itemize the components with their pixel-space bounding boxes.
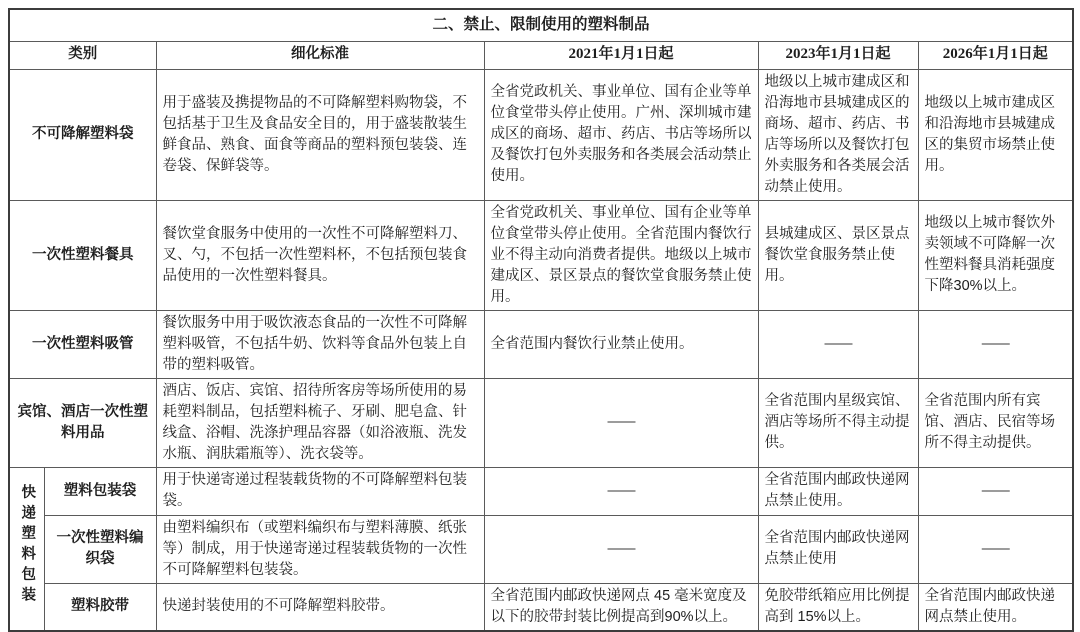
header-category: 类别 <box>9 41 156 69</box>
phase-2023-cell: 地级以上城市建成区和沿海地市县城建成区的商场、超市、药店、书店等场所以及餐饮打包外卖服务和各类展会活动禁止使用。 <box>758 69 918 200</box>
table-row <box>9 310 1073 378</box>
phase-2023-cell: 免胶带纸箱应用比例提高到 15%以上。 <box>758 583 918 631</box>
table-row <box>9 200 1073 310</box>
standard-cell: 用于快递寄递过程装载货物的不可降解塑料包装袋。 <box>156 467 484 515</box>
phase-2026-cell: 全省范围内所有宾馆、酒店、民宿等场所不得主动提供。 <box>918 378 1073 467</box>
phase-2021-cell: 全省范围内餐饮行业禁止使用。 <box>484 310 758 378</box>
group-label-express-packaging: 快递塑料包装 <box>9 467 44 631</box>
phase-2021-cell: 全省党政机关、事业单位、国有企业等单位食堂带头停止使用。广州、深圳城市建成区的商场、超市、药店、书店等场所以及餐饮打包外卖服务和各类展会活动禁止使用。 <box>484 69 758 200</box>
phase-2023-cell: —— <box>758 310 918 378</box>
category-cell: 宾馆、酒店一次性塑料用品 <box>9 378 156 467</box>
category-cell: 不可降解塑料袋 <box>9 69 156 200</box>
phase-2021-cell: 全省党政机关、事业单位、国有企业等单位食堂带头停止使用。全省范围内餐饮行业不得主动向消费者提供。地级以上城市建成区、景区景点的餐饮堂食服务禁止使用。 <box>484 200 758 310</box>
standard-cell: 餐饮堂食服务中使用的一次性不可降解塑料刀、叉、勺，不包括一次性塑料杯，不包括预包装食品使用的一次性塑料餐具。 <box>156 200 484 310</box>
category-cell: 一次性塑料餐具 <box>9 200 156 310</box>
standard-cell: 由塑料编织布（或塑料编织布与塑料薄膜、纸张等）制成，用于快递寄递过程装载货物的一次性不可降解塑料包装袋。 <box>156 515 484 583</box>
header-standard: 细化标准 <box>156 41 484 69</box>
category-cell: 一次性塑料吸管 <box>9 310 156 378</box>
table-row <box>9 378 1073 467</box>
table-title: 二、禁止、限制使用的塑料制品 <box>9 9 1073 41</box>
phase-2026-cell: 全省范围内邮政快递网点禁止使用。 <box>918 583 1073 631</box>
standard-cell: 酒店、饭店、宾馆、招待所客房等场所使用的易耗塑料制品，包括塑料梳子、牙刷、肥皂盒、针线盒、浴帽、洗涤护理品容器（如浴液瓶、洗发水瓶、润肤霜瓶等）、洗衣袋等。 <box>156 378 484 467</box>
table-row <box>9 515 1073 583</box>
phase-2021-cell: 全省范围内邮政快递网点 45 毫米宽度及以下的胶带封装比例提高到90%以上。 <box>484 583 758 631</box>
standard-cell: 用于盛装及携提物品的不可降解塑料购物袋，不包括基于卫生及食品安全目的，用于盛装散装生鲜食品、熟食、面食等商品的塑料预包装袋、连卷袋、保鲜袋等。 <box>156 69 484 200</box>
title-row <box>9 9 1073 41</box>
category-cell: 塑料胶带 <box>44 583 156 631</box>
plastic-restrictions-table <box>8 8 1074 632</box>
category-cell: 一次性塑料编织袋 <box>44 515 156 583</box>
phase-2023-cell: 县城建成区、景区景点餐饮堂食服务禁止使用。 <box>758 200 918 310</box>
phase-2026-cell: —— <box>918 467 1073 515</box>
phase-2021-cell: —— <box>484 378 758 467</box>
category-cell: 塑料包装袋 <box>44 467 156 515</box>
header-2023: 2023年1月1日起 <box>758 41 918 69</box>
phase-2026-cell: 地级以上城市建成区和沿海地市县城建成区的集贸市场禁止使用。 <box>918 69 1073 200</box>
phase-2026-cell: —— <box>918 310 1073 378</box>
phase-2021-cell: —— <box>484 467 758 515</box>
table-row <box>9 583 1073 631</box>
phase-2023-cell: 全省范围内星级宾馆、酒店等场所不得主动提供。 <box>758 378 918 467</box>
table-row <box>9 467 1073 515</box>
phase-2021-cell: —— <box>484 515 758 583</box>
header-row <box>9 41 1073 69</box>
standard-cell: 餐饮服务中用于吸饮液态食品的一次性不可降解塑料吸管，不包括牛奶、饮料等食品外包装上自带的塑料吸管。 <box>156 310 484 378</box>
phase-2023-cell: 全省范围内邮政快递网点禁止使用 <box>758 515 918 583</box>
header-2026: 2026年1月1日起 <box>918 41 1073 69</box>
phase-2023-cell: 全省范围内邮政快递网点禁止使用。 <box>758 467 918 515</box>
phase-2026-cell: —— <box>918 515 1073 583</box>
table-row <box>9 69 1073 200</box>
phase-2026-cell: 地级以上城市餐饮外卖领域不可降解一次性塑料餐具消耗强度下降30%以上。 <box>918 200 1073 310</box>
standard-cell: 快递封装使用的不可降解塑料胶带。 <box>156 583 484 631</box>
header-2021: 2021年1月1日起 <box>484 41 758 69</box>
